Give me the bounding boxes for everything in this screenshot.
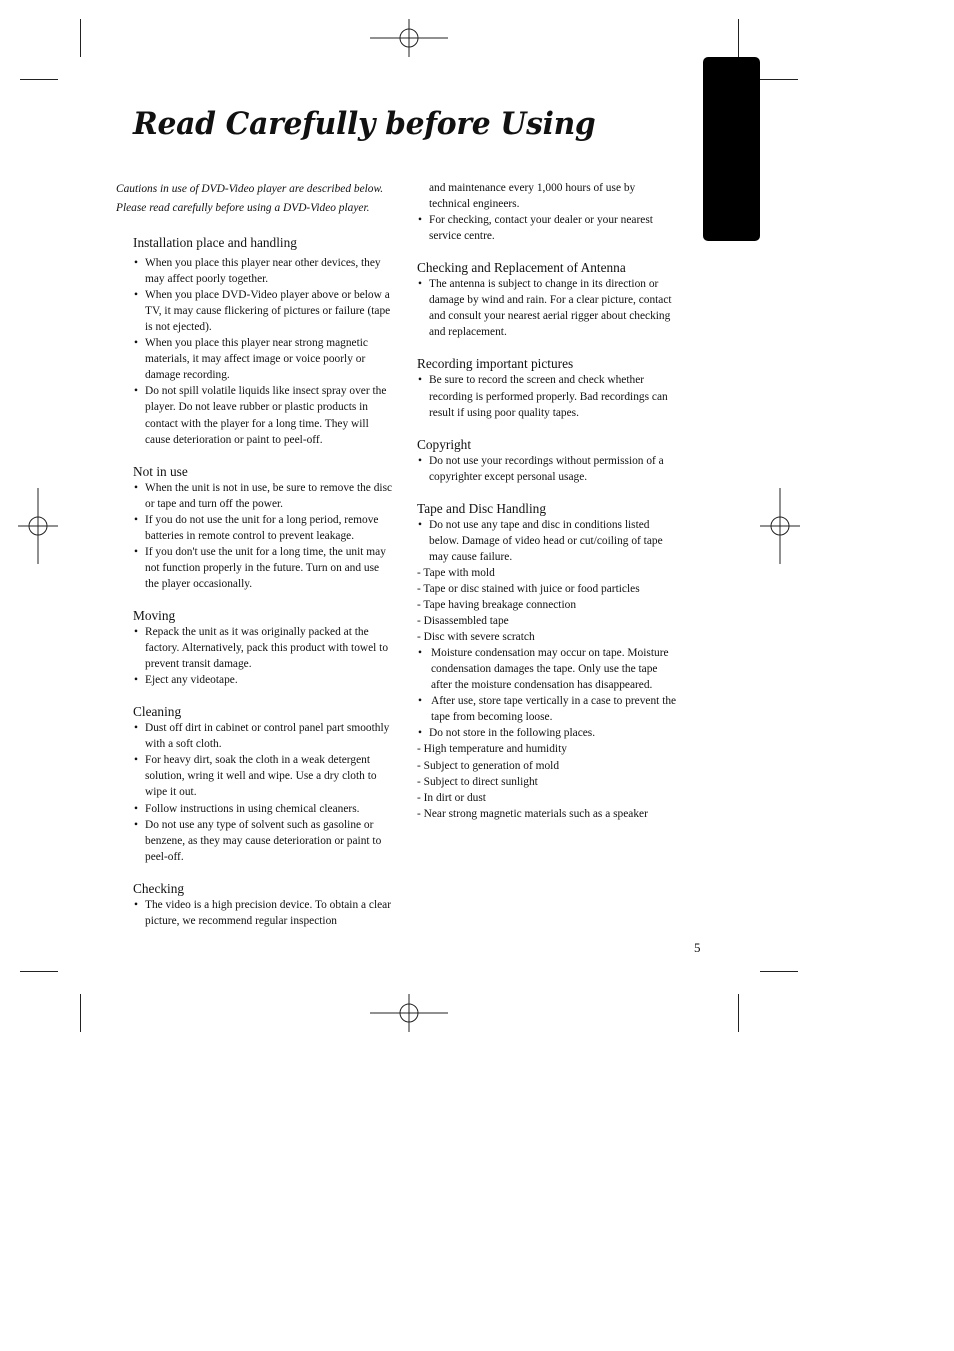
- list-item: - Disassembled tape: [417, 615, 509, 628]
- list-item: • When you place this player near strong magnetic materials, it may affect image or voice poorly or damage recording.: [133, 335, 395, 383]
- intro-line: Cautions in use of DVD-Video player are described below.: [116, 183, 384, 195]
- list-item: - Tape or disc stained with juice or food particles: [417, 582, 640, 595]
- section-not-in-use: [133, 464, 395, 592]
- crop-mark: [738, 994, 739, 1032]
- section-heading: Moving: [133, 607, 176, 623]
- intro-line: Please read carefully before using a DVD-Video player.: [116, 202, 370, 214]
- list-item: - Tape having breakage connection: [417, 599, 577, 612]
- section-cleaning: [133, 704, 395, 864]
- section-antenna: [417, 260, 679, 340]
- crop-mark: [80, 994, 81, 1032]
- section-recording: [417, 356, 679, 420]
- intro-text: [116, 180, 406, 218]
- list-item: - High temperature and humidity: [417, 743, 567, 756]
- bullet-list: [133, 480, 395, 592]
- crop-mark: [760, 79, 798, 80]
- section-tab: [703, 57, 760, 241]
- section-tape-disc: [417, 501, 679, 822]
- bullet-list: [417, 517, 679, 822]
- section-checking-continued: [417, 180, 679, 244]
- list-item: - Tape with mold: [417, 566, 495, 579]
- bullet-list: [133, 720, 395, 864]
- list-item: - In dirt or dust: [417, 791, 486, 804]
- section-installation: [133, 235, 395, 448]
- section-heading: Not in use: [133, 463, 188, 479]
- right-column: [417, 180, 679, 838]
- list-item: • Do not use any tape and disc in conditions listed below. Damage of video head or cut/coiling of tape may cause failure.: [417, 517, 679, 565]
- crop-mark: [80, 19, 81, 57]
- list-item: • When you place DVD-Video player above or below a TV, it may cause flickering of pictures or failure (tape is not ejected).: [133, 287, 395, 335]
- section-checking: [133, 881, 395, 929]
- page-number: 5: [694, 940, 701, 955]
- list-item: • Do not use any type of solvent such as gasoline or benzene, as they may cause deterioration or paint to peel-off.: [133, 817, 395, 865]
- crop-mark: [738, 19, 739, 57]
- bullet-list: [133, 624, 395, 688]
- section-heading: Checking and Replacement of Antenna: [417, 260, 626, 276]
- section-heading: Checking: [133, 880, 185, 896]
- section-heading: Cleaning: [133, 704, 182, 720]
- section-heading: Installation place and handling: [133, 235, 297, 250]
- list-item: - Subject to generation of mold: [417, 759, 560, 772]
- registration-mark-icon: [370, 994, 448, 1032]
- bullet-list: [133, 255, 395, 448]
- page-title: Read Carefully before Using: [133, 106, 596, 142]
- crop-mark: [20, 971, 58, 972]
- list-item: • When you place this player near other devices, they may affect poorly together.: [133, 255, 395, 287]
- list-item: - Subject to direct sunlight: [417, 775, 538, 788]
- registration-mark-icon: [370, 19, 448, 57]
- registration-mark-icon: [18, 488, 58, 564]
- list-item: • Eject any videotape.: [133, 672, 395, 688]
- list-item: • When the unit is not in use, be sure to remove the disc or tape and turn off the power.: [133, 480, 395, 512]
- section-copyright: [417, 437, 679, 485]
- list-item: - Near strong magnetic materials such as a speaker: [417, 807, 648, 820]
- list-item: • Dust off dirt in cabinet or control panel part smoothly with a soft cloth.: [133, 720, 395, 752]
- list-item: • If you do not use the unit for a long period, remove batteries in remote control to prevent leakage.: [133, 512, 395, 544]
- bullet-list: [417, 276, 679, 340]
- list-item: • Do not spill volatile liquids like insect spray over the player. Do not leave rubber or plastic products in contact with the player for a long time. They will cause deterioration or paint to peel-off.: [133, 383, 395, 447]
- list-item: • After use, store tape vertically in a case to prevent the tape from becoming loose.: [417, 693, 679, 725]
- list-item-continuation: and maintenance every 1,000 hours of use by technical engineers.: [429, 182, 636, 211]
- crop-mark: [760, 971, 798, 972]
- list-item: • The antenna is subject to change in its direction or damage by wind and rain. For a clear picture, contact and consult your nearest aerial rigger about checking and replacement.: [417, 276, 679, 340]
- list-item: • Do not store in the following places.: [417, 725, 679, 741]
- list-item: • If you don't use the unit for a long time, the unit may not function properly in the future. Turn on and use the player occasionally.: [133, 544, 395, 592]
- section-heading: Recording important pictures: [417, 356, 574, 372]
- bullet-list: [133, 897, 395, 929]
- list-item: • For heavy dirt, soak the cloth in a weak detergent solution, wring it well and wipe. Use a dry cloth to wipe it out.: [133, 752, 395, 800]
- bullet-list: [417, 212, 679, 244]
- bullet-list: [417, 372, 679, 420]
- list-item: • For checking, contact your dealer or your nearest service centre.: [417, 212, 679, 244]
- list-item: • Repack the unit as it was originally packed at the factory. Alternatively, pack this product with towel to prevent transit damage.: [133, 624, 395, 672]
- list-item: • Be sure to record the screen and check whether recording is performed properly. Bad recordings can result if using poor quality tapes.: [417, 372, 679, 420]
- left-column: [133, 235, 395, 945]
- list-item: - Disc with severe scratch: [417, 631, 535, 644]
- list-item: • Follow instructions in using chemical cleaners.: [133, 801, 395, 817]
- section-moving: [133, 608, 395, 688]
- section-heading: Tape and Disc Handling: [417, 500, 546, 516]
- section-heading: Copyright: [417, 436, 472, 452]
- registration-mark-icon: [760, 488, 800, 564]
- list-item: • Moisture condensation may occur on tape. Moisture condensation damages the tape. Only use the tape after the moisture condensation has disappeared.: [417, 645, 679, 693]
- bullet-list: [417, 453, 679, 485]
- list-item: • The video is a high precision device. To obtain a clear picture, we recommend regular inspection: [133, 897, 395, 929]
- crop-mark: [20, 79, 58, 80]
- list-item: • Do not use your recordings without permission of a copyrighter except personal usage.: [417, 453, 679, 485]
